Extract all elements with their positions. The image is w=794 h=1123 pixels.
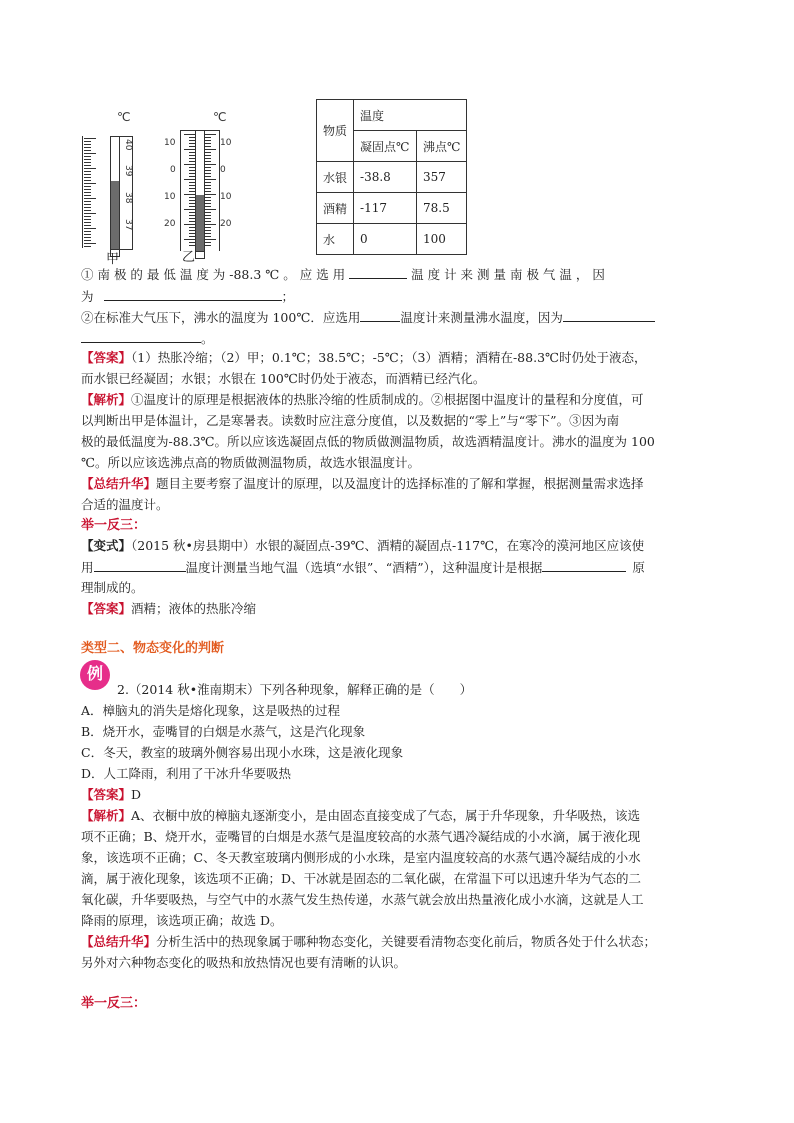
tick-mark	[84, 240, 91, 241]
tick-mark	[204, 137, 211, 138]
option-d-text: D．人工降雨，利用了干冰升华要吸热	[81, 766, 292, 781]
table-header-temperature: 温度	[354, 100, 467, 131]
section-2-heading: 类型二、物态变化的判断	[81, 641, 225, 656]
thermometer-yi-right-ticks	[204, 134, 218, 246]
tick-mark	[204, 236, 211, 237]
tick-mark	[84, 195, 91, 196]
thermometer-jia-scale-0: 40	[123, 139, 133, 151]
thermometer-jia-unit: ℃	[117, 110, 131, 124]
tick-mark	[84, 156, 91, 157]
tick-mark	[204, 188, 211, 189]
question-1-text-a: ① 南 极 的 最 低 温 度 为 -88.3 ℃ 。 应 选 用	[81, 267, 346, 282]
question-2-line-2	[81, 330, 214, 347]
option-c-text: C．冬天，教室的玻璃外侧容易出现小水珠，这是液化现象	[81, 745, 404, 760]
tick-mark	[204, 194, 216, 195]
variant-answer-text: 酒精；液体的热胀冷缩	[131, 601, 257, 616]
tick-mark	[84, 192, 91, 193]
tick-mark	[204, 161, 211, 162]
analysis-3-line-2	[81, 829, 640, 845]
question-1-text-d: ；	[281, 289, 295, 304]
tick-mark	[84, 201, 91, 202]
variant-text-2b: 温度计测量当地气温（选填“水银”、“酒精”），这种温度计是根据	[185, 560, 543, 575]
tick-mark	[84, 147, 91, 148]
analysis-3-text-2: 项不正确；B、烧开水，壶嘴冒的白烟是水蒸气是温度较高的水蒸气遇冷凝结成的小水滴，属于液化现	[81, 829, 641, 844]
table-cell-boiling: 100	[417, 224, 467, 255]
question-2-line-1	[81, 309, 655, 326]
table-row	[317, 162, 467, 193]
table-row	[317, 193, 467, 224]
question-3-stem	[117, 682, 472, 698]
summary-1-line-1	[81, 476, 644, 492]
tick-mark	[204, 230, 211, 231]
tick-mark	[204, 176, 211, 177]
analysis-1-line-4	[81, 455, 420, 471]
answer-1-text-1: （1）热胀冷缩；（2）甲；0.1℃；38.5℃；-5℃；（3）酒精；酒精在-88.3℃时仍处于液态，	[131, 350, 647, 365]
variant-text-2c: 原	[632, 560, 645, 575]
thermometer-yi-left-scale-0: 10	[164, 138, 176, 148]
analysis-3-line-3	[81, 850, 641, 866]
thermometer-yi-right-scale-1: 0	[220, 165, 226, 175]
variant-text-3: 理制成的。	[81, 580, 144, 595]
tick-mark	[84, 222, 91, 223]
tick-mark	[204, 206, 211, 207]
tick-mark	[204, 203, 211, 204]
tick-mark	[84, 153, 96, 154]
thermometer-jia-scale-2: 38	[123, 192, 133, 204]
tick-mark	[84, 159, 91, 160]
variant-answer-line	[81, 601, 256, 617]
table-cell-boiling: 357	[417, 162, 467, 193]
table-header-freezing: 凝固点℃	[354, 131, 417, 162]
summary-1-line-2	[81, 497, 169, 513]
thermometer-yi-right-scale	[220, 130, 244, 250]
analysis-3-text-4: 滴，属于液化现象，该选项不正确；D、干冰就是固态的二氧化碳，在常温下可以迅速升华为气态的二	[81, 871, 642, 886]
answer-3-text: D	[131, 787, 142, 802]
tick-mark	[84, 237, 91, 238]
tick-mark	[204, 170, 211, 171]
tick-mark	[84, 171, 91, 172]
analysis-1-text-3: 极的最低温度为-88.3℃。所以应该选凝固点低的物质做测温物质，故选酒精温度计。沸水的温度为 100	[81, 434, 655, 449]
tick-mark	[204, 158, 211, 159]
tick-mark	[204, 149, 216, 150]
tick-mark	[204, 245, 211, 246]
thermometer-jia-ticks	[84, 138, 108, 248]
table-cell-boiling: 78.5	[417, 193, 467, 224]
variant-text-1: （2015 秋•房县期中）水银的凝固点-39℃、酒精的凝固点-117℃，在寒冷的漠河地区应该使	[131, 538, 645, 553]
analysis-3-line-4	[81, 871, 641, 887]
tick-mark	[204, 155, 211, 156]
summary-3-text-2: 另外对六种物态变化的吸热和放热情况也要有清晰的认识。	[81, 955, 407, 970]
variant-text-2a: 用	[81, 560, 94, 575]
tick-mark	[84, 183, 96, 184]
tick-mark	[84, 219, 91, 220]
table-header-boiling: 沸点℃	[417, 131, 467, 162]
table-cell-freezing: -117	[354, 193, 417, 224]
thermometer-yi-left-scale-2: 10	[164, 192, 176, 202]
summary-3-line-2	[81, 955, 406, 971]
answer-1-text-2: 而水银已经凝固；水银；水银在 100℃时仍处于液态，而酒精已经汽化。	[81, 371, 486, 386]
question-3-stem-text: 2.（2014 秋•淮南期末）下列各种现象，解释正确的是（ ）	[117, 682, 473, 697]
tick-mark	[204, 242, 211, 243]
tick-mark	[204, 200, 211, 201]
variant-line-3	[81, 580, 144, 596]
question-2-blank-3[interactable]	[81, 330, 201, 343]
table-cell-freezing: 0	[354, 224, 417, 255]
table-cell-name: 水	[317, 224, 354, 255]
tick-mark	[84, 207, 91, 208]
tick-mark	[84, 138, 96, 139]
tick-mark	[204, 164, 216, 165]
tick-mark	[84, 150, 91, 151]
tick-mark	[84, 162, 91, 163]
summary-3-line-1	[81, 934, 656, 950]
thermometer-yi-left-ticks	[182, 134, 196, 246]
question-3-option-a[interactable]	[81, 703, 340, 719]
analysis-3-text-6: 降雨的原理，该选项正确；故选 D。	[81, 913, 283, 928]
question-3-option-b[interactable]	[81, 724, 365, 740]
question-1-text-b: 温 度 计 来 测 量 南 极 气 温 ， 因	[411, 267, 605, 282]
thermometer-jia-scale-1: 39	[123, 165, 133, 177]
question-2-blank-1[interactable]	[360, 309, 400, 322]
question-1-line-1	[81, 266, 605, 283]
analysis-1-text-2: 以判断出甲是体温计，乙是寒暑表。读数时应注意分度值，以及数据的“零上”与“零下”。③因为南	[81, 413, 620, 428]
tick-mark	[84, 243, 96, 244]
tick-mark	[204, 224, 216, 225]
question-1-text-c: 为	[81, 289, 94, 304]
tick-mark	[84, 210, 91, 211]
tick-mark	[84, 213, 96, 214]
tick-mark	[204, 218, 211, 219]
summary-1-text-2: 合适的温度计。	[81, 497, 169, 512]
thermometer-yi-right-scale-3: 20	[220, 219, 232, 229]
variant-line-2	[81, 559, 645, 576]
tick-mark	[204, 182, 211, 183]
table-cell-freezing: -38.8	[354, 162, 417, 193]
tick-mark	[204, 215, 211, 216]
answer-1-line-1	[81, 350, 647, 366]
thermometer-yi-right-scale-0: 10	[220, 138, 232, 148]
tick-mark	[84, 177, 91, 178]
question-2-text-a: ②在标准大气压下，沸水的温度为 100℃．应选用	[81, 310, 361, 325]
table-row	[317, 224, 467, 255]
tick-mark	[204, 239, 216, 240]
answer-tag: 【答案】	[81, 601, 132, 616]
tick-mark	[84, 225, 91, 226]
tick-mark	[84, 246, 91, 247]
tick-mark	[84, 204, 91, 205]
thermometer-jia-name: 甲	[106, 252, 120, 267]
answer-tag: 【答案】	[81, 787, 132, 802]
variant-blank-2[interactable]	[542, 559, 626, 572]
tick-mark	[204, 233, 211, 234]
thermometer-jia	[82, 108, 142, 267]
analysis-tag: 【解析】	[81, 392, 132, 407]
variant-blank-1[interactable]	[94, 559, 186, 572]
tick-mark	[204, 221, 211, 222]
thermometer-yi-liquid	[196, 195, 204, 251]
answer-tag: 【答案】	[81, 350, 132, 365]
option-b-text: B．烧开水，壶嘴冒的白烟是水蒸气，这是汽化现象	[81, 724, 366, 739]
table-header-substance: 物质	[317, 100, 354, 162]
tick-mark	[84, 228, 96, 229]
tick-mark	[84, 216, 91, 217]
tick-mark	[204, 212, 211, 213]
summary-tag: 【总结升华】	[81, 476, 157, 491]
thermometer-jia-liquid	[111, 181, 119, 249]
tick-mark	[84, 189, 91, 190]
analysis-3-text-1: A、衣橱中放的樟脑丸逐渐变小，是由固态直接变成了气态，属于升华现象，升华吸热，该选	[131, 808, 641, 823]
thermometer-yi-left-scale-1: 0	[170, 165, 176, 175]
analysis-1-line-2	[81, 413, 619, 429]
analysis-3-text-5: 氧化碳，升华要吸热，与空气中的水蒸气发生热传递，水蒸气就会放出热量液化成小水滴，这就是人工	[81, 892, 644, 907]
variant-line-1	[81, 538, 644, 554]
question-1-blank-1[interactable]	[349, 266, 407, 279]
tick-mark	[84, 180, 91, 181]
example-badge-icon: 例	[80, 660, 110, 690]
tick-mark	[204, 143, 211, 144]
analysis-1-line-1	[81, 392, 644, 408]
thermometer-yi-left-scale-3: 20	[164, 219, 176, 229]
question-1-line-2	[81, 288, 294, 305]
tick-mark	[204, 185, 211, 186]
tick-mark	[84, 168, 96, 169]
substance-temperature-table	[316, 99, 467, 255]
analysis-3-line-5	[81, 892, 644, 908]
tick-mark	[204, 191, 211, 192]
tick-mark	[204, 167, 211, 168]
answer-1-line-2	[81, 371, 485, 387]
tick-mark	[204, 179, 216, 180]
thermometer-yi-right-scale-2: 10	[220, 192, 232, 202]
tick-mark	[84, 234, 91, 235]
analysis-tag: 【解析】	[81, 808, 132, 823]
tick-mark	[204, 134, 216, 135]
tick-mark	[204, 173, 211, 174]
tick-mark	[84, 231, 91, 232]
tick-mark	[84, 174, 91, 175]
analysis-3-text-3: 象，该选项不正确；C、冬天教室玻璃内侧形成的小水珠，是室内温度较高的水蒸气遇冷凝结成的小水	[81, 850, 641, 865]
analysis-1-line-3	[81, 434, 655, 450]
analysis-3-line-6	[81, 913, 283, 929]
summary-tag: 【总结升华】	[81, 934, 157, 949]
thermometer-yi-unit: ℃	[213, 110, 227, 124]
thermometer-yi-bulb	[195, 250, 205, 259]
tick-mark	[204, 152, 211, 153]
tick-mark	[84, 165, 91, 166]
tick-mark	[84, 144, 91, 145]
analysis-3-line-1	[81, 808, 640, 824]
tick-mark	[84, 198, 96, 199]
thermometer-yi-left-scale	[160, 130, 184, 250]
thermometer-yi-name: 乙	[182, 250, 196, 265]
option-a-text: A．樟脑丸的消失是熔化现象，这是吸热的过程	[81, 703, 341, 718]
thermometer-jia-scale-3: 37	[123, 219, 133, 231]
summary-1-text-1: 题目主要考察了温度计的原理，以及温度计的选择标准的了解和掌握，根据测量需求选择	[156, 476, 644, 491]
question-2-text-end: 。	[201, 331, 214, 346]
question-2-blank-2[interactable]	[563, 309, 655, 322]
tick-mark	[204, 209, 216, 210]
thermometer-jia-column	[110, 136, 120, 250]
analysis-1-text-4: ℃。所以应该选沸点高的物质做测温物质，故选水银温度计。	[81, 455, 420, 470]
question-3-option-c[interactable]	[81, 745, 403, 761]
question-1-blank-2[interactable]	[104, 288, 282, 301]
tick-mark	[204, 227, 211, 228]
question-3-option-d[interactable]	[81, 766, 291, 782]
table-cell-name: 水银	[317, 162, 354, 193]
answer-3-line	[81, 787, 141, 803]
tick-mark	[204, 146, 211, 147]
tick-mark	[84, 141, 91, 142]
tick-mark	[204, 140, 211, 141]
variant-tag: 【变式】	[81, 538, 132, 553]
analysis-1-text-1: ①温度计的原理是根据液体的热胀冷缩的性质制成的。②根据图中温度计的量程和分度值，可	[131, 392, 644, 407]
practice-heading-1: 举一反三：	[81, 518, 147, 533]
summary-3-text-1: 分析生活中的热现象属于哪种物态变化，关键要看清物态变化前后，物质各处于什么状态；	[156, 934, 657, 949]
question-2-text-b: 温度计来测量沸水温度，因为	[400, 310, 563, 325]
table-cell-name: 酒精	[317, 193, 354, 224]
practice-heading-2: 举一反三：	[81, 996, 147, 1011]
tick-mark	[204, 197, 211, 198]
tick-mark	[84, 186, 91, 187]
thermometer-yi	[160, 108, 250, 263]
